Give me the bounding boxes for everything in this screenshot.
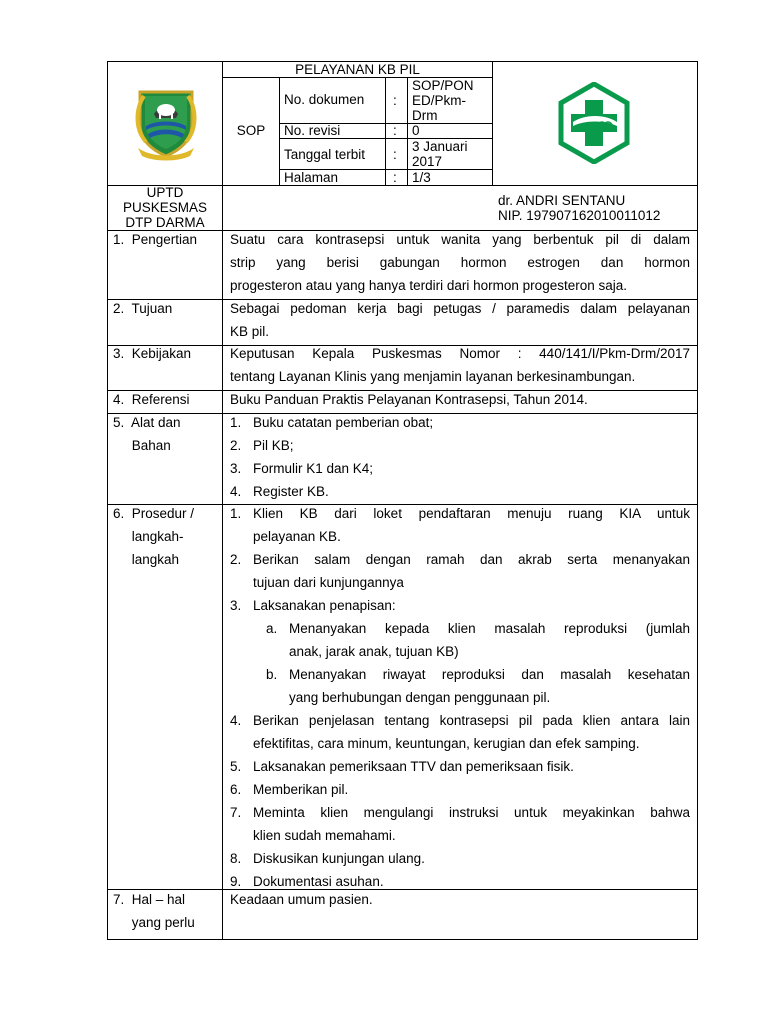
list-item: 5. Laksanakan pemeriksaan TTV dan pemeriksaan fisik.	[230, 759, 574, 774]
document-title: PELAYANAN KB PIL	[295, 62, 420, 77]
signer-nip: NIP. 197907162010011012	[498, 208, 661, 223]
signer-name: dr. ANDRI SENTANU	[498, 193, 626, 208]
section-content-pengertian: Suatu cara kontrasepsi untuk wanita yang berbentuk pil di dalam strip yang berisi gabungan hormon estrogen dan hormon progesteron atau yang hanya terdiri dari hormon progesteron saja.	[230, 232, 690, 293]
list-item: 4. Berikan penjelasan tentang kontrasepsi pil pada klien antara lain	[230, 713, 690, 728]
field-colon-halaman: :	[393, 170, 397, 185]
section-content-referensi: Buku Panduan Praktis Pelayanan Kontrasepsi, Tahun 2014.	[230, 392, 588, 407]
section-content-alat-bahan	[230, 411, 690, 503]
section-content-kebijakan: Keputusan Kepala Puskesmas Nomor : 440/141/I/Pkm-Drm/2017 tentang Layanan Klinis yang menjamin layanan berkesinambungan.	[230, 346, 690, 384]
sub-list-item: b. Menanyakan riwayat reproduksi dan masalah kesehatan	[266, 667, 690, 682]
list-item: 1. Buku catatan pemberian obat;	[230, 415, 434, 430]
list-item: 1. Klien KB dari loket pendaftaran menuju ruang KIA untuk	[230, 506, 690, 521]
field-value-halaman: 1/3	[412, 170, 431, 185]
field-colon-no-revisi: :	[393, 123, 397, 138]
list-item: 3. Formulir K1 dan K4;	[230, 461, 374, 476]
list-item: 2. Berikan salam dengan ramah dan akrab serta menanyakan	[230, 552, 690, 567]
section-label-pengertian: 1. Pengertian	[113, 232, 198, 247]
section-content-hal: Keadaan umum pasien.	[230, 892, 373, 907]
field-label-tanggal-terbit: Tanggal terbit	[284, 147, 366, 162]
list-item: 7. Meminta klien mengulangi instruksi untuk meyakinkan bahwa	[230, 805, 690, 820]
field-colon-tanggal-terbit: :	[393, 147, 397, 162]
list-item: 9. Dokumentasi asuhan.	[230, 874, 384, 889]
puskesmas-logo	[553, 82, 635, 164]
org-name: UPTD PUSKESMAS DTP DARMA	[122, 185, 208, 230]
regency-emblem	[128, 86, 204, 162]
list-item: 8. Diskusikan kunjungan ulang.	[230, 851, 425, 866]
sop-label: SOP	[236, 123, 266, 138]
section-label-kebijakan: 3. Kebijakan	[113, 346, 192, 361]
section-content-prosedur: 1. Klien KB dari loket pendaftaran menuju ruang KIA untuk pelayanan KB. 2. Berikan salam dengan ramah dan akrab serta menanyakan tujuan dari kunjungannya 3. Laksanakan penapisan: a. Menanyakan kepada klien masalah reproduksi (jumlah anak, jarak anak, tujuan KB) b. Menanyakan riwayat reproduksi dan masalah kesehatan yang berhubungan dengan penggunaan pil. 4. Berikan penjelasan tentang kontrasepsi pil pada klien antara lain efektifitas, cara minum, keuntungan, kerugian dan efek samping. 5. Laksanakan pemeriksaan TTV dan pemeriksaan fisik. 6. Memberikan pil. 7. Meminta klien mengulangi instruksi untuk meyakinkan bahwa klien sudah memahami. 8. Diskusikan kunjungan ulang. 9. Dokumentasi asuhan.	[230, 502, 690, 893]
field-label-no-dokumen: No. dokumen	[284, 92, 365, 107]
list-item: 4. Register KB.	[230, 484, 329, 499]
section-label-alat-bahan: 5. Alat dan Bahan	[113, 415, 181, 453]
section-label-hal: 7. Hal – hal yang perlu	[113, 892, 195, 930]
section-label-tujuan: 2. Tujuan	[113, 301, 173, 316]
section-label-referensi: 4. Referensi	[113, 392, 190, 407]
field-value-tanggal-terbit: 3 Januari 2017	[412, 139, 468, 169]
section-content-tujuan: Sebagai pedoman kerja bagi petugas / paramedis dalam pelayanan KB pil.	[230, 301, 690, 339]
field-value-no-revisi: 0	[412, 123, 420, 138]
sub-list-item: a. Menanyakan kepada klien masalah reproduksi (jumlah	[266, 621, 690, 636]
field-label-no-revisi: No. revisi	[284, 123, 341, 138]
list-item: 6. Memberikan pil.	[230, 782, 349, 797]
field-colon-no-dokumen: :	[393, 93, 397, 108]
list-item: 3. Laksanakan penapisan:	[230, 598, 396, 613]
section-label-prosedur: 6. Prosedur / langkah- langkah	[113, 506, 195, 567]
field-label-halaman: Halaman	[284, 170, 339, 185]
list-item: 2. Pil KB;	[230, 438, 294, 453]
field-value-no-dokumen: SOP/PON ED/Pkm- Drm	[412, 78, 474, 123]
